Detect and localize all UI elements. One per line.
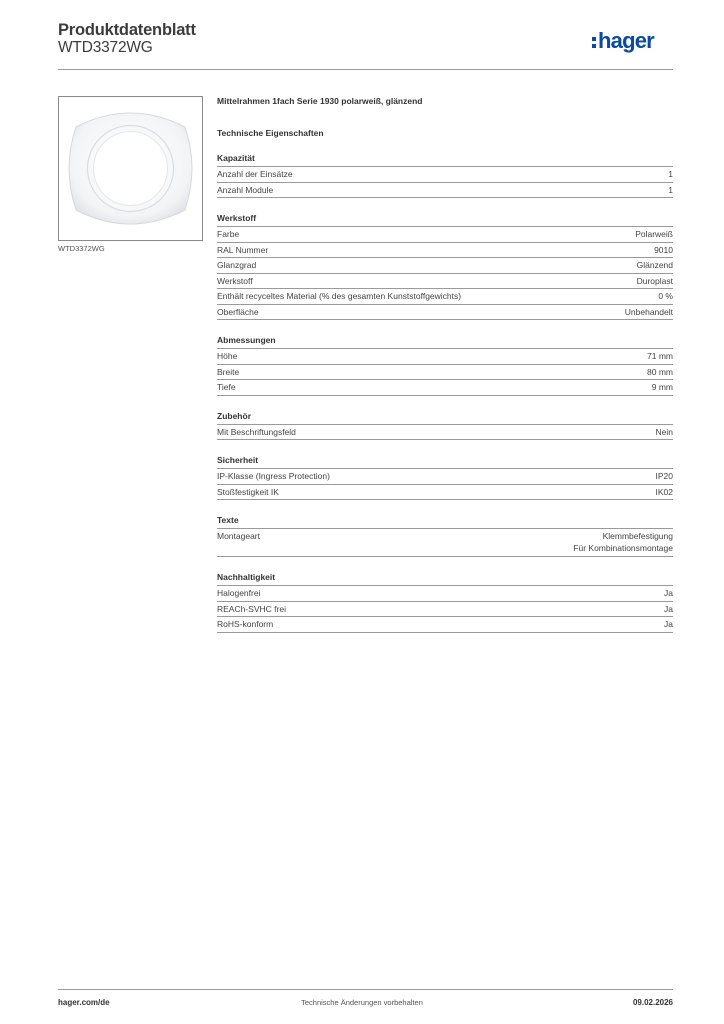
- section-werkstoff: [217, 213, 673, 320]
- spec-row: [217, 602, 673, 618]
- spec-row: [217, 167, 673, 183]
- spec-value: Ja: [664, 619, 673, 629]
- spec-row: [217, 365, 673, 381]
- spec-value: Unbehandelt: [624, 306, 673, 317]
- section-zubehoer: [217, 411, 673, 441]
- spec-row: [217, 349, 673, 365]
- section-texte: [217, 515, 673, 557]
- spec-row: [217, 469, 673, 485]
- section-sicherheit: [217, 455, 673, 500]
- spec-row: [217, 425, 673, 441]
- footer-divider: [58, 989, 673, 990]
- spec-row: [217, 183, 673, 199]
- spec-row: [217, 289, 673, 305]
- spec-row: [217, 243, 673, 259]
- spec-content: [217, 96, 673, 633]
- spec-value: IK02: [655, 486, 673, 497]
- spec-row: [217, 586, 673, 602]
- spec-row: [217, 617, 673, 633]
- spec-value: 71 mm: [647, 351, 673, 361]
- spec-value: Ja: [664, 588, 673, 598]
- spec-value: 9010: [654, 244, 673, 255]
- spec-label: REACh-SVHC frei: [217, 603, 286, 614]
- spec-label: Tiefe: [217, 382, 236, 392]
- spec-label: IP-Klasse (Ingress Protection): [217, 471, 330, 481]
- section-title: Kapazität: [217, 153, 673, 167]
- tech-heading: Technische Eigenschaften: [217, 128, 324, 138]
- spec-value: Nein: [655, 426, 673, 437]
- spec-value: 80 mm: [647, 366, 673, 377]
- footer-website-link[interactable]: hager.com/de: [58, 998, 110, 1007]
- spec-label: Montageart: [217, 531, 260, 541]
- section-title: Sicherheit: [217, 455, 673, 469]
- spec-label: Höhe: [217, 351, 238, 361]
- spec-value: 1: [668, 184, 673, 195]
- spec-label: RAL Nummer: [217, 244, 269, 255]
- spec-value: Klemmbefestigung: [602, 531, 673, 541]
- section-kapazitaet: [217, 153, 673, 198]
- spec-value: Für Kombinationsmontage: [573, 542, 673, 553]
- spec-row: [217, 485, 673, 501]
- spec-row: [217, 227, 673, 243]
- spec-label: Glanzgrad: [217, 260, 257, 270]
- spec-value: 0 %: [658, 291, 673, 301]
- section-title: Werkstoff: [217, 213, 673, 227]
- spec-row: [217, 305, 673, 321]
- frame-illustration: [59, 97, 202, 240]
- spec-value: IP20: [655, 471, 673, 481]
- spec-label: Mit Beschriftungsfeld: [217, 426, 296, 437]
- section-title: Texte: [217, 515, 673, 529]
- spec-value: 1: [668, 169, 673, 179]
- brand-text: hager: [598, 28, 654, 53]
- spec-label: Enthält recyceltes Material (% des gesamten Kunststoffgewichts): [217, 291, 462, 301]
- spec-label: Anzahl der Einsätze: [217, 169, 293, 179]
- spec-label: RoHS-konform: [217, 619, 274, 629]
- spec-row: [217, 529, 673, 557]
- spec-row: [217, 274, 673, 290]
- spec-value: Ja: [664, 603, 673, 614]
- spec-row: [217, 380, 673, 396]
- spec-label: Stoßfestigkeit IK: [217, 486, 279, 497]
- footer-date: 09.02.2026: [632, 998, 673, 1007]
- hager-logo: [591, 28, 673, 58]
- article-number: WTD3372WG: [58, 39, 153, 56]
- spec-value: Polarweiß: [635, 229, 673, 239]
- spec-value: 9 mm: [651, 382, 673, 392]
- footer-notice: Technische Änderungen vorbehalten: [301, 998, 423, 1007]
- spec-value-multi: [573, 531, 673, 554]
- product-image: [58, 96, 203, 241]
- spec-label: Farbe: [217, 229, 240, 239]
- spec-row: [217, 258, 673, 274]
- spec-value: Duroplast: [636, 275, 673, 286]
- section-title: Zubehör: [217, 411, 673, 425]
- product-title: Mittelrahmen 1fach Serie 1930 polarweiß, glänzend: [217, 96, 423, 106]
- spec-value: Glänzend: [636, 260, 673, 270]
- spec-label: Halogenfrei: [217, 588, 261, 598]
- section-title: Abmessungen: [217, 335, 673, 349]
- section-title: Nachhaltigkeit: [217, 572, 673, 586]
- spec-label: Werkstoff: [217, 275, 253, 286]
- spec-label: Anzahl Module: [217, 184, 274, 195]
- image-caption: WTD3372WG: [58, 244, 105, 253]
- spec-label: Oberfläche: [217, 306, 259, 317]
- page-title: Produktdatenblatt: [58, 21, 196, 39]
- section-abmessungen: [217, 335, 673, 396]
- spec-label: Breite: [217, 366, 240, 377]
- header-divider: [58, 69, 673, 70]
- section-nachhaltigkeit: [217, 572, 673, 633]
